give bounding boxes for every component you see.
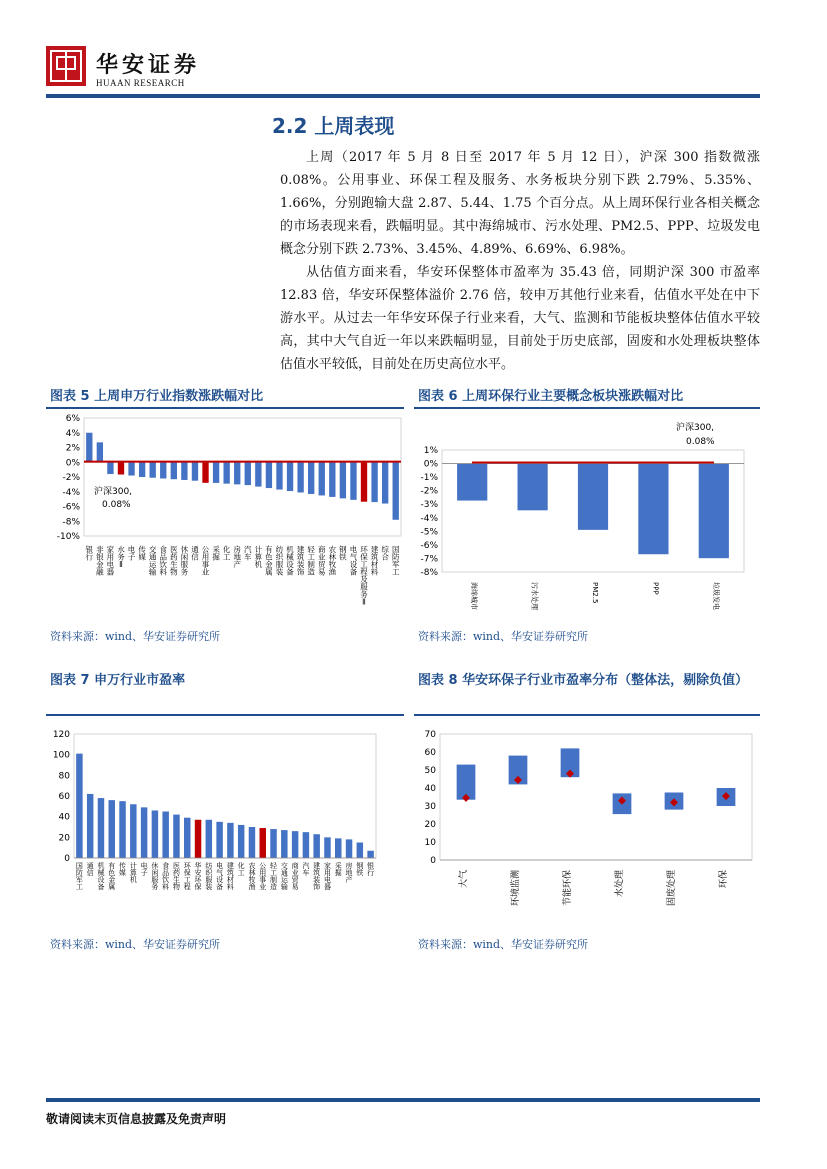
section-title: 2.2 上周表现: [272, 114, 395, 138]
fig8-x-tick: 大气: [459, 870, 469, 889]
fig6-title: 图表 6 上周环保行业主要概念板块涨跌幅对比: [418, 389, 684, 404]
fig5-bar: [171, 462, 177, 479]
fig7-chart: [46, 720, 406, 930]
fig7-x-tick: 休闲服务: [151, 862, 159, 891]
fig8-source: 资料来源：wind、华安证券研究所: [418, 938, 589, 951]
fig6-bar: [699, 464, 729, 559]
brand-english: HUAAN RESEARCH: [96, 78, 185, 88]
fig5-bar: [97, 442, 103, 462]
fig7-x-tick: 建筑装饰: [313, 862, 321, 891]
fig7-bar: [87, 794, 93, 858]
fig6-y-tick: -2%: [420, 486, 438, 497]
fig7-bar: [324, 837, 330, 858]
fig5-bar: [276, 462, 282, 489]
fig7-x-tick: 银行: [367, 862, 375, 877]
fig7-bar: [109, 800, 115, 858]
fig7-x-tick: 有色金属: [108, 862, 116, 891]
fig5-bar: [297, 462, 303, 492]
fig5-x-tick: 钢铁: [339, 545, 347, 562]
fig7-bar: [260, 828, 266, 858]
fig6-y-tick: 0%: [423, 459, 438, 470]
fig7-bar: [216, 822, 222, 858]
fig5-x-tick: 休闲服务: [180, 545, 189, 577]
fig5-x-tick: 电气设备: [349, 545, 358, 577]
fig7-x-tick: 食品饮料: [162, 862, 170, 891]
fig8-x-tick: 环保: [719, 870, 729, 889]
footer-disclaimer: 敬请阅读末页信息披露及免责声明: [46, 1112, 227, 1126]
fig5-y-tick: 2%: [65, 443, 80, 454]
fig5-bar: [86, 433, 92, 463]
fig5-x-tick: 采掘: [212, 545, 220, 562]
fig6-y-tick: -5%: [420, 527, 438, 538]
fig5-x-tick: 家用电器: [106, 545, 115, 577]
fig7-x-tick: 化工: [237, 862, 245, 877]
paragraph-1: 上周（2017 年 5 月 8 日至 2017 年 5 月 12 日），沪深 300 指数微涨 0.08%。公用事业、环保工程及服务、水务板块分别下跌 2.79%、5.35%、1.66%，分别跑输大盘 2.87、5.44、1.75 个百分点。从上周环保行业各相关概念的市场表现来看，跌幅明显。其中海绵城市、污水处理、PM2.5、PPP、垃圾发电概念分别下跌 2.73%、3.45%、4.89%、6.69%、6.98%。: [280, 150, 760, 257]
brand-name: 华安证券: [96, 52, 201, 78]
fig5-bar: [361, 462, 367, 501]
fig7-x-tick: 建筑材料: [226, 862, 234, 891]
fig5-bar: [266, 462, 272, 488]
fig7-x-tick: 通信: [86, 862, 94, 877]
fig7-bar: [238, 825, 244, 858]
fig7-bar: [141, 807, 147, 858]
fig7-y-tick: 0: [64, 854, 70, 864]
fig5-bar: [245, 462, 251, 485]
fig7-x-tick: 轻工制造: [270, 862, 278, 891]
fig7-bar: [303, 832, 309, 858]
fig5-x-tick: 综合: [381, 545, 389, 562]
fig8-y-tick: 30: [424, 802, 436, 812]
fig6-y-tick: -6%: [420, 540, 438, 551]
fig7-bar: [152, 810, 158, 858]
fig6-chart: [414, 410, 760, 622]
fig7-bar: [130, 804, 136, 858]
fig7-x-tick: 电气设备: [216, 862, 224, 891]
fig7-y-tick: 100: [52, 750, 70, 761]
fig7-bar: [195, 820, 201, 858]
fig5-y-tick: -10%: [56, 532, 80, 542]
fig5-x-tick: 房地产: [233, 545, 241, 569]
fig5-x-tick: 交通运输: [148, 545, 157, 577]
fig5-bar: [340, 462, 346, 498]
fig5-bar: [319, 462, 325, 495]
fig5-x-tick: 计算机: [254, 545, 263, 569]
paragraph-2: 从估值方面来看，华安环保整体市盈率为 35.43 倍，同期沪深 300 市盈率 12.83 倍，华安环保整体溢价 2.76 倍，较申万其他行业来看，估值水平处在中下游水平。从过去一年华安环保子行业来看，大气、监测和节能板块整体估值水平较高，其中大气自近一年以来跌幅明显，目前处于历史底部，固废和水处理板块整体估值水平较低，目前处在历史高位水平。: [280, 265, 760, 372]
fig8-x-tick: 环境监测: [511, 870, 521, 907]
fig7-bar: [162, 812, 168, 859]
fig7-x-tick: 纺织服装: [205, 862, 213, 891]
footer-rule: [46, 1098, 760, 1102]
fig5-x-tick: 环保工程及服务 Ⅱ: [360, 545, 368, 607]
fig5-y-tick: -2%: [62, 473, 80, 483]
fig7-x-tick: 汽车: [302, 862, 310, 877]
fig6-bar: [578, 464, 608, 530]
fig7-bar: [346, 839, 352, 858]
fig5-bar: [350, 462, 356, 500]
fig5-y-tick: -8%: [62, 517, 80, 528]
fig6-y-tick: -4%: [420, 513, 438, 524]
fig5-bar: [150, 462, 156, 477]
fig6-y-tick: -8%: [420, 568, 438, 578]
fig5-bar: [382, 462, 388, 503]
fig7-rule: [46, 714, 404, 716]
fig5-x-tick: 有色金属: [265, 545, 273, 577]
fig5-bar: [160, 462, 166, 478]
fig7-source: 资料来源：wind、华安证券研究所: [50, 938, 221, 951]
fig7-y-tick: 80: [58, 771, 70, 782]
fig8-y-tick: 70: [424, 730, 436, 740]
fig6-benchmark-value: 0.08%: [686, 437, 715, 447]
fig7-x-tick: 采掘: [334, 862, 342, 877]
fig7-bar: [270, 829, 276, 858]
fig5-bar: [192, 462, 198, 480]
fig8-y-tick: 10: [424, 838, 436, 848]
fig5-bar: [181, 462, 187, 480]
fig6-x-tick: PPP: [651, 582, 660, 595]
fig5-x-tick: 商业贸易: [318, 545, 326, 577]
fig7-x-tick: 环保工程: [183, 862, 191, 891]
fig5-x-tick: 公用事业: [201, 545, 210, 577]
fig5-bar: [371, 462, 377, 502]
fig7-x-tick: 家用电器: [323, 862, 331, 891]
fig5-y-tick: 4%: [65, 428, 80, 439]
fig8-title: 图表 8 华安环保子行业市盈率分布（整体法，剔除负值）: [418, 673, 749, 688]
fig7-x-tick: 农林牧渔: [248, 862, 256, 891]
fig7-bar: [98, 798, 104, 858]
fig5-source: 资料来源：wind、华安证券研究所: [50, 630, 221, 643]
fig5-x-tick: 机械设备: [286, 545, 294, 577]
fig5-x-tick: 轻工制造: [307, 545, 315, 577]
fig6-source: 资料来源：wind、华安证券研究所: [418, 630, 589, 643]
fig5-benchmark-value: 0.08%: [102, 500, 131, 511]
logo-glyph: 中: [65, 82, 67, 83]
fig5-bar: [287, 462, 293, 491]
fig7-x-tick: 商业贸易: [291, 862, 299, 891]
fig5-bar: [308, 462, 314, 494]
fig7-y-tick: 60: [58, 792, 70, 802]
fig5-x-tick: 建筑材料: [370, 545, 379, 577]
fig5-x-tick: 建筑装饰: [296, 545, 305, 577]
fig5-bar: [223, 462, 229, 483]
fig6-bar: [457, 464, 487, 501]
fig8-y-tick: 60: [424, 748, 436, 758]
fig5-bar: [107, 462, 113, 474]
fig7-bar: [184, 818, 190, 858]
fig7-title: 图表 7 申万行业市盈率: [50, 673, 186, 688]
fig5-bar: [329, 462, 335, 497]
header-rule: [46, 94, 760, 98]
fig6-y-tick: -1%: [420, 473, 438, 484]
fig8-x-tick: 水处理: [615, 870, 625, 898]
fig7-x-tick: 钢铁: [356, 862, 364, 877]
fig8-x-tick: 固废处理: [667, 870, 677, 907]
fig8-x-tick: 节能环保: [563, 870, 573, 907]
fig8-y-tick: 0: [430, 856, 436, 866]
fig7-bar: [357, 843, 363, 859]
fig5-x-tick: 银行: [85, 545, 94, 562]
fig7-bar: [335, 838, 341, 858]
fig6-x-tick: 污水处理: [530, 582, 539, 610]
fig6-x-tick: PM2.5: [591, 582, 599, 604]
fig7-y-tick: 120: [52, 730, 70, 740]
fig5-rule: [46, 407, 404, 409]
fig5-x-tick: 传媒: [138, 545, 146, 562]
fig7-x-tick: 房地产: [345, 862, 353, 884]
fig8-y-tick: 20: [424, 820, 436, 830]
fig5-x-tick: 通信: [191, 545, 199, 562]
fig5-y-tick: 0%: [65, 458, 80, 469]
fig7-bar: [249, 827, 255, 858]
fig8-rule: [414, 714, 760, 716]
fig7-x-tick: 华安环保: [194, 862, 202, 891]
fig7-x-tick: 公用事业: [259, 862, 267, 891]
fig7-bar: [173, 815, 179, 858]
fig7-bar: [206, 820, 212, 858]
fig8-chart: [414, 720, 760, 930]
fig5-bar: [139, 462, 145, 477]
fig5-y-tick: -6%: [62, 502, 80, 513]
fig7-bar: [292, 831, 298, 858]
fig7-bar: [227, 823, 233, 858]
fig6-y-tick: -7%: [420, 554, 438, 565]
fig5-x-tick: 化工: [222, 545, 231, 562]
fig7-bar: [76, 754, 82, 858]
fig7-x-tick: 机械设备: [97, 862, 105, 891]
fig5-y-tick: -4%: [62, 487, 80, 498]
fig7-x-tick: 计算机: [129, 862, 137, 884]
fig6-x-tick: 海绵城市: [470, 582, 479, 610]
fig7-y-tick: 40: [58, 812, 70, 823]
fig5-x-tick: 水务 Ⅱ: [117, 545, 125, 569]
fig6-bar: [638, 464, 668, 555]
fig7-x-tick: 电子: [140, 862, 148, 877]
company-logo: [46, 46, 86, 86]
fig5-x-tick: 汽车: [244, 545, 252, 562]
fig7-x-tick: 国防军工: [75, 862, 83, 891]
fig5-x-tick: 医药生物: [170, 545, 178, 577]
fig7-x-tick: 传媒: [119, 862, 127, 877]
fig7-y-tick: 20: [58, 833, 70, 844]
body-text: [280, 146, 760, 376]
fig8-y-tick: 40: [424, 784, 436, 794]
fig6-benchmark-label: 沪深300,: [676, 423, 715, 433]
fig5-title: 图表 5 上周申万行业指数涨跌幅对比: [50, 389, 264, 404]
fig7-x-tick: 交通运输: [280, 862, 288, 891]
fig5-y-tick: 6%: [65, 414, 80, 424]
fig5-x-tick: 国防军工: [391, 545, 400, 577]
fig8-plot-frame: [440, 734, 752, 860]
fig5-bar: [128, 462, 134, 475]
fig5-bar: [202, 462, 208, 483]
fig5-x-tick: 食品饮料: [159, 545, 167, 577]
fig5-x-tick: 电子: [127, 545, 136, 562]
fig6-y-tick: -3%: [420, 500, 438, 511]
fig5-chart: [46, 410, 406, 622]
fig7-bar: [313, 834, 319, 858]
fig5-x-tick: 非银金融: [96, 545, 104, 577]
fig5-benchmark-label: 沪深300,: [94, 486, 133, 497]
fig5-x-tick: 纺织服装: [275, 545, 284, 577]
fig6-bar: [518, 464, 548, 511]
fig5-bar: [213, 462, 219, 483]
fig6-y-tick: 1%: [423, 446, 438, 456]
fig7-bar: [367, 851, 373, 858]
fig5-x-tick: 农林牧渔: [328, 545, 337, 577]
fig7-bar: [119, 801, 125, 858]
fig8-y-tick: 50: [424, 766, 436, 776]
fig5-bar: [118, 462, 124, 474]
fig5-bar: [234, 462, 240, 484]
fig7-x-tick: 医药生物: [172, 862, 180, 891]
fig6-x-tick: 垃圾发电: [711, 582, 720, 610]
fig5-bar: [255, 462, 261, 486]
fig6-rule: [414, 407, 760, 409]
fig7-bar: [281, 830, 287, 858]
fig5-bar: [393, 462, 399, 520]
